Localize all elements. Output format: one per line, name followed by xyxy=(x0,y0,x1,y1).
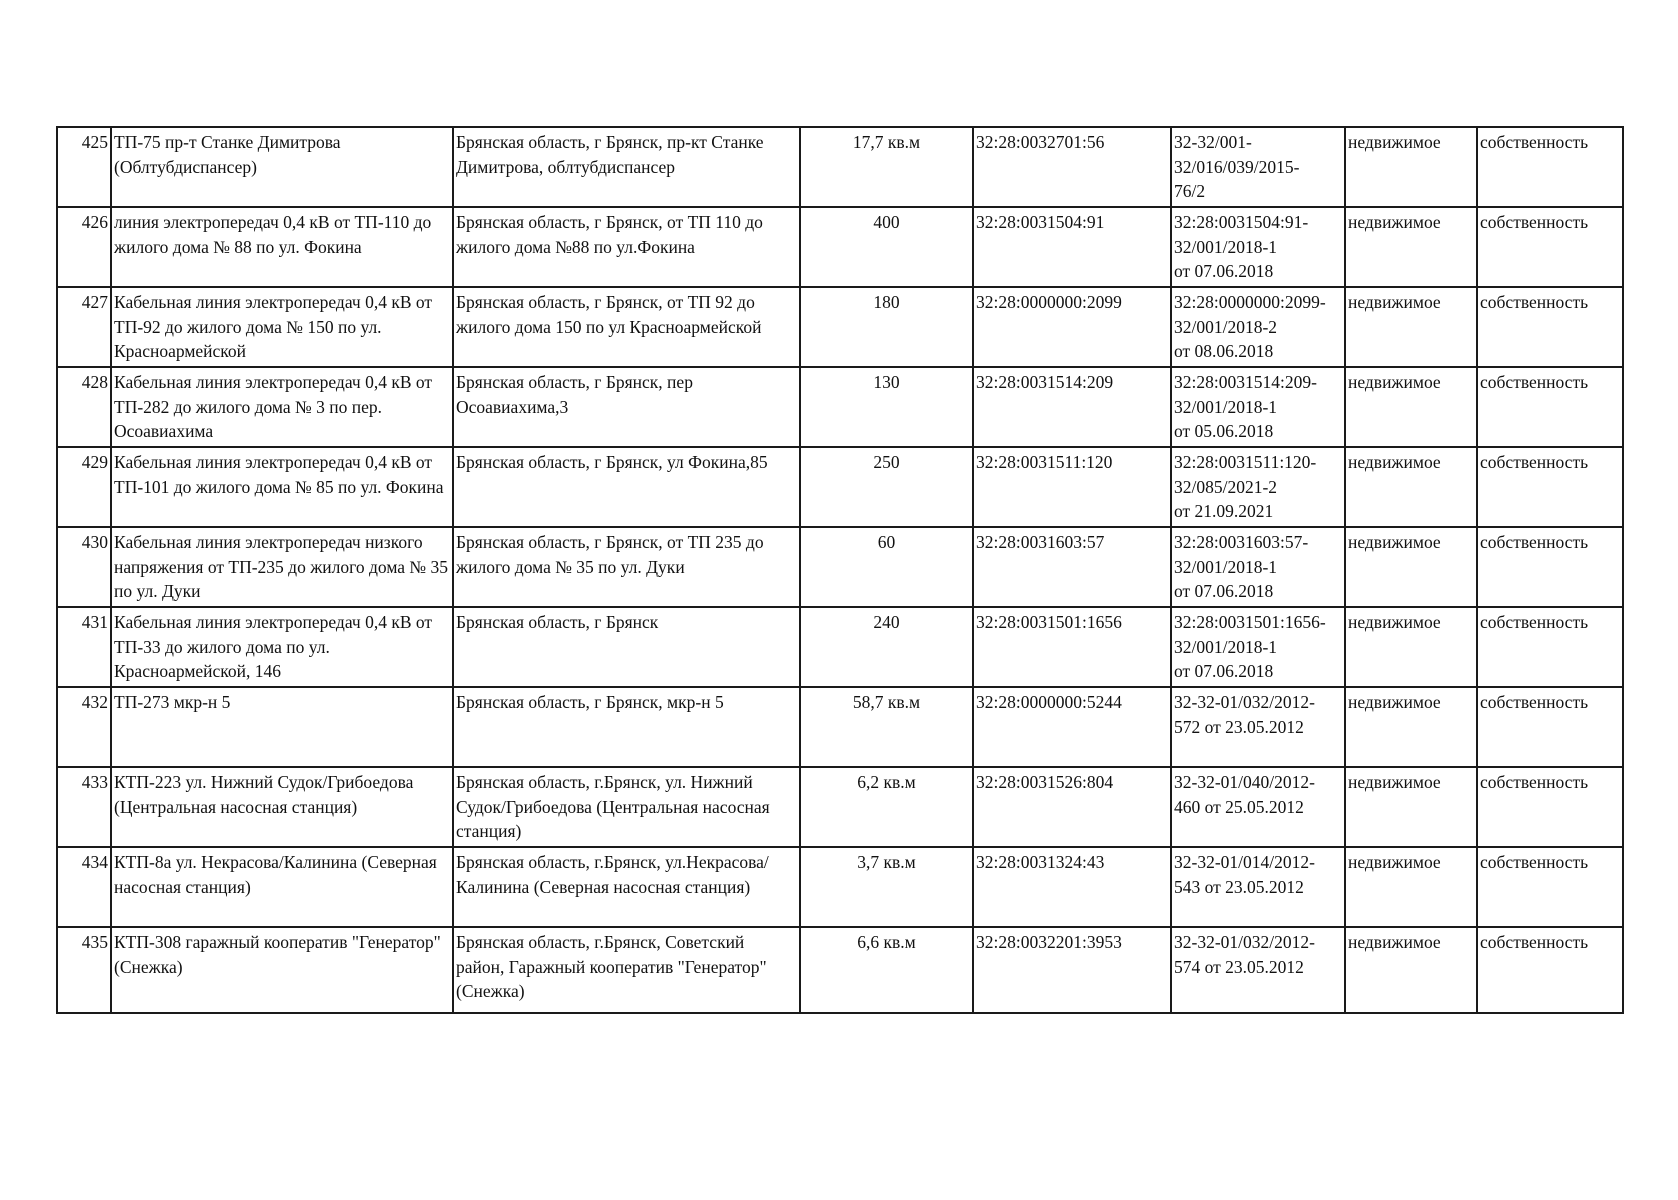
area-cell: 180 xyxy=(800,287,973,367)
table-row xyxy=(57,127,1623,207)
registration-cell xyxy=(1171,847,1345,927)
registration-cell xyxy=(1171,287,1345,367)
area-cell: 58,7 кв.м xyxy=(800,687,973,767)
registration-cell xyxy=(1171,767,1345,847)
cadastral-number-cell: 32:28:0031526:804 xyxy=(973,767,1171,847)
property-registry-table xyxy=(56,126,1624,1014)
area-cell: 60 xyxy=(800,527,973,607)
property-kind-cell: недвижимое xyxy=(1345,287,1477,367)
property-kind-cell: недвижимое xyxy=(1345,527,1477,607)
right-type-cell: собственность xyxy=(1477,287,1623,367)
property-kind-cell: недвижимое xyxy=(1345,847,1477,927)
property-kind-cell: недвижимое xyxy=(1345,447,1477,527)
object-name-cell: ТП-75 пр-т Станке Димитрова (Облтубдиспансер) xyxy=(111,127,453,207)
row-number-cell: 429 xyxy=(57,447,111,527)
table-row xyxy=(57,607,1623,687)
right-type-cell: собственность xyxy=(1477,127,1623,207)
cadastral-number-cell: 32:28:0031603:57 xyxy=(973,527,1171,607)
object-name-cell: КТП-223 ул. Нижний Судок/Грибоедова (Центральная насосная станция) xyxy=(111,767,453,847)
registration-text: 32:28:0031511:120- 32/085/2021-2 от 21.09.2021 xyxy=(1174,452,1317,521)
right-type-cell: собственность xyxy=(1477,767,1623,847)
registration-text: 32-32-01/040/2012- 460 от 25.05.2012 xyxy=(1174,772,1315,817)
object-name-cell: Кабельная линия электропередач низкого напряжения от ТП-235 до жилого дома № 35 по ул. Дуки xyxy=(111,527,453,607)
row-number-cell: 433 xyxy=(57,767,111,847)
row-number-cell: 426 xyxy=(57,207,111,287)
address-cell: Брянская область, г Брянск, ул Фокина,85 xyxy=(453,447,800,527)
property-kind-cell: недвижимое xyxy=(1345,127,1477,207)
cadastral-number-cell: 32:28:0032701:56 xyxy=(973,127,1171,207)
registration-text: 32:28:0000000:2099- 32/001/2018-2 от 08.06.2018 xyxy=(1174,292,1326,361)
registration-text: 32:28:0031603:57- 32/001/2018-1 от 07.06.2018 xyxy=(1174,532,1309,601)
table-row xyxy=(57,527,1623,607)
table-row xyxy=(57,447,1623,527)
table-row xyxy=(57,287,1623,367)
table-row xyxy=(57,847,1623,927)
right-type-cell: собственность xyxy=(1477,527,1623,607)
cadastral-number-cell: 32:28:0032201:3953 xyxy=(973,927,1171,1013)
cadastral-number-cell: 32:28:0000000:5244 xyxy=(973,687,1171,767)
registration-text: 32-32-01/014/2012- 543 от 23.05.2012 xyxy=(1174,852,1315,897)
registration-cell xyxy=(1171,687,1345,767)
property-kind-cell: недвижимое xyxy=(1345,367,1477,447)
object-name-cell: Кабельная линия электропередач 0,4 кВ от ТП-282 до жилого дома № 3 по пер. Осоавиахима xyxy=(111,367,453,447)
registration-cell xyxy=(1171,447,1345,527)
table-row xyxy=(57,767,1623,847)
table-row xyxy=(57,207,1623,287)
address-cell: Брянская область, г.Брянск, Советский район, Гаражный кооператив "Генератор" (Снежка) xyxy=(453,927,800,1013)
address-cell: Брянская область, г Брянск, мкр-н 5 xyxy=(453,687,800,767)
registration-text: 32-32/001- 32/016/039/2015- 76/2 xyxy=(1174,132,1300,201)
row-number-cell: 427 xyxy=(57,287,111,367)
address-cell: Брянская область, г Брянск xyxy=(453,607,800,687)
table-row xyxy=(57,367,1623,447)
address-cell: Брянская область, г Брянск, от ТП 235 до жилого дома № 35 по ул. Дуки xyxy=(453,527,800,607)
address-cell: Брянская область, г Брянск, пер Осоавиахима,3 xyxy=(453,367,800,447)
address-cell: Брянская область, г.Брянск, ул.Некрасова/Калинина (Северная насосная станция) xyxy=(453,847,800,927)
address-cell: Брянская область, г Брянск, пр-кт Станке Димитрова, облтубдиспансер xyxy=(453,127,800,207)
cadastral-number-cell: 32:28:0000000:2099 xyxy=(973,287,1171,367)
registration-text: 32:28:0031504:91- 32/001/2018-1 от 07.06.2018 xyxy=(1174,212,1309,281)
address-cell: Брянская область, г Брянск, от ТП 92 до жилого дома 150 по ул Красноармейской xyxy=(453,287,800,367)
row-number-cell: 431 xyxy=(57,607,111,687)
address-cell: Брянская область, г.Брянск, ул. Нижний Судок/Грибоедова (Центральная насосная станция) xyxy=(453,767,800,847)
row-number-cell: 435 xyxy=(57,927,111,1013)
row-number-cell: 430 xyxy=(57,527,111,607)
cadastral-number-cell: 32:28:0031511:120 xyxy=(973,447,1171,527)
object-name-cell: КТП-308 гаражный кооператив "Генератор" (Снежка) xyxy=(111,927,453,1013)
object-name-cell: ТП-273 мкр-н 5 xyxy=(111,687,453,767)
registration-cell xyxy=(1171,207,1345,287)
registration-cell xyxy=(1171,927,1345,1013)
cadastral-number-cell: 32:28:0031324:43 xyxy=(973,847,1171,927)
row-number-cell: 432 xyxy=(57,687,111,767)
area-cell: 17,7 кв.м xyxy=(800,127,973,207)
right-type-cell: собственность xyxy=(1477,607,1623,687)
area-cell: 250 xyxy=(800,447,973,527)
right-type-cell: собственность xyxy=(1477,687,1623,767)
property-kind-cell: недвижимое xyxy=(1345,687,1477,767)
object-name-cell: Кабельная линия электропередач 0,4 кВ от ТП-92 до жилого дома № 150 по ул. Красноармейской xyxy=(111,287,453,367)
area-cell: 6,6 кв.м xyxy=(800,927,973,1013)
right-type-cell: собственность xyxy=(1477,367,1623,447)
row-number-cell: 434 xyxy=(57,847,111,927)
object-name-cell: Кабельная линия электропередач 0,4 кВ от ТП-33 до жилого дома по ул. Красноармейской, 146 xyxy=(111,607,453,687)
area-cell: 130 xyxy=(800,367,973,447)
property-kind-cell: недвижимое xyxy=(1345,207,1477,287)
right-type-cell: собственность xyxy=(1477,447,1623,527)
registration-cell xyxy=(1171,607,1345,687)
area-cell: 3,7 кв.м xyxy=(800,847,973,927)
registration-text: 32-32-01/032/2012- 572 от 23.05.2012 xyxy=(1174,692,1315,737)
cadastral-number-cell: 32:28:0031514:209 xyxy=(973,367,1171,447)
cadastral-number-cell: 32:28:0031504:91 xyxy=(973,207,1171,287)
registration-text: 32:28:0031514:209- 32/001/2018-1 от 05.06.2018 xyxy=(1174,372,1317,441)
address-cell: Брянская область, г Брянск, от ТП 110 до жилого дома №88 по ул.Фокина xyxy=(453,207,800,287)
area-cell: 6,2 кв.м xyxy=(800,767,973,847)
object-name-cell: КТП-8а ул. Некрасова/Калинина (Северная насосная станция) xyxy=(111,847,453,927)
registration-cell xyxy=(1171,127,1345,207)
registration-cell xyxy=(1171,367,1345,447)
row-number-cell: 428 xyxy=(57,367,111,447)
area-cell: 400 xyxy=(800,207,973,287)
cadastral-number-cell: 32:28:0031501:1656 xyxy=(973,607,1171,687)
area-cell: 240 xyxy=(800,607,973,687)
registration-text: 32:28:0031501:1656- 32/001/2018-1 от 07.06.2018 xyxy=(1174,612,1326,681)
registration-text: 32-32-01/032/2012- 574 от 23.05.2012 xyxy=(1174,932,1315,977)
table-row xyxy=(57,927,1623,1013)
right-type-cell: собственность xyxy=(1477,847,1623,927)
object-name-cell: линия электропередач 0,4 кВ от ТП-110 до жилого дома № 88 по ул. Фокина xyxy=(111,207,453,287)
object-name-cell: Кабельная линия электропередач 0,4 кВ от ТП-101 до жилого дома № 85 по ул. Фокина xyxy=(111,447,453,527)
right-type-cell: собственность xyxy=(1477,207,1623,287)
row-number-cell: 425 xyxy=(57,127,111,207)
property-kind-cell: недвижимое xyxy=(1345,607,1477,687)
registration-cell xyxy=(1171,527,1345,607)
property-kind-cell: недвижимое xyxy=(1345,927,1477,1013)
property-kind-cell: недвижимое xyxy=(1345,767,1477,847)
table-row xyxy=(57,687,1623,767)
right-type-cell: собственность xyxy=(1477,927,1623,1013)
